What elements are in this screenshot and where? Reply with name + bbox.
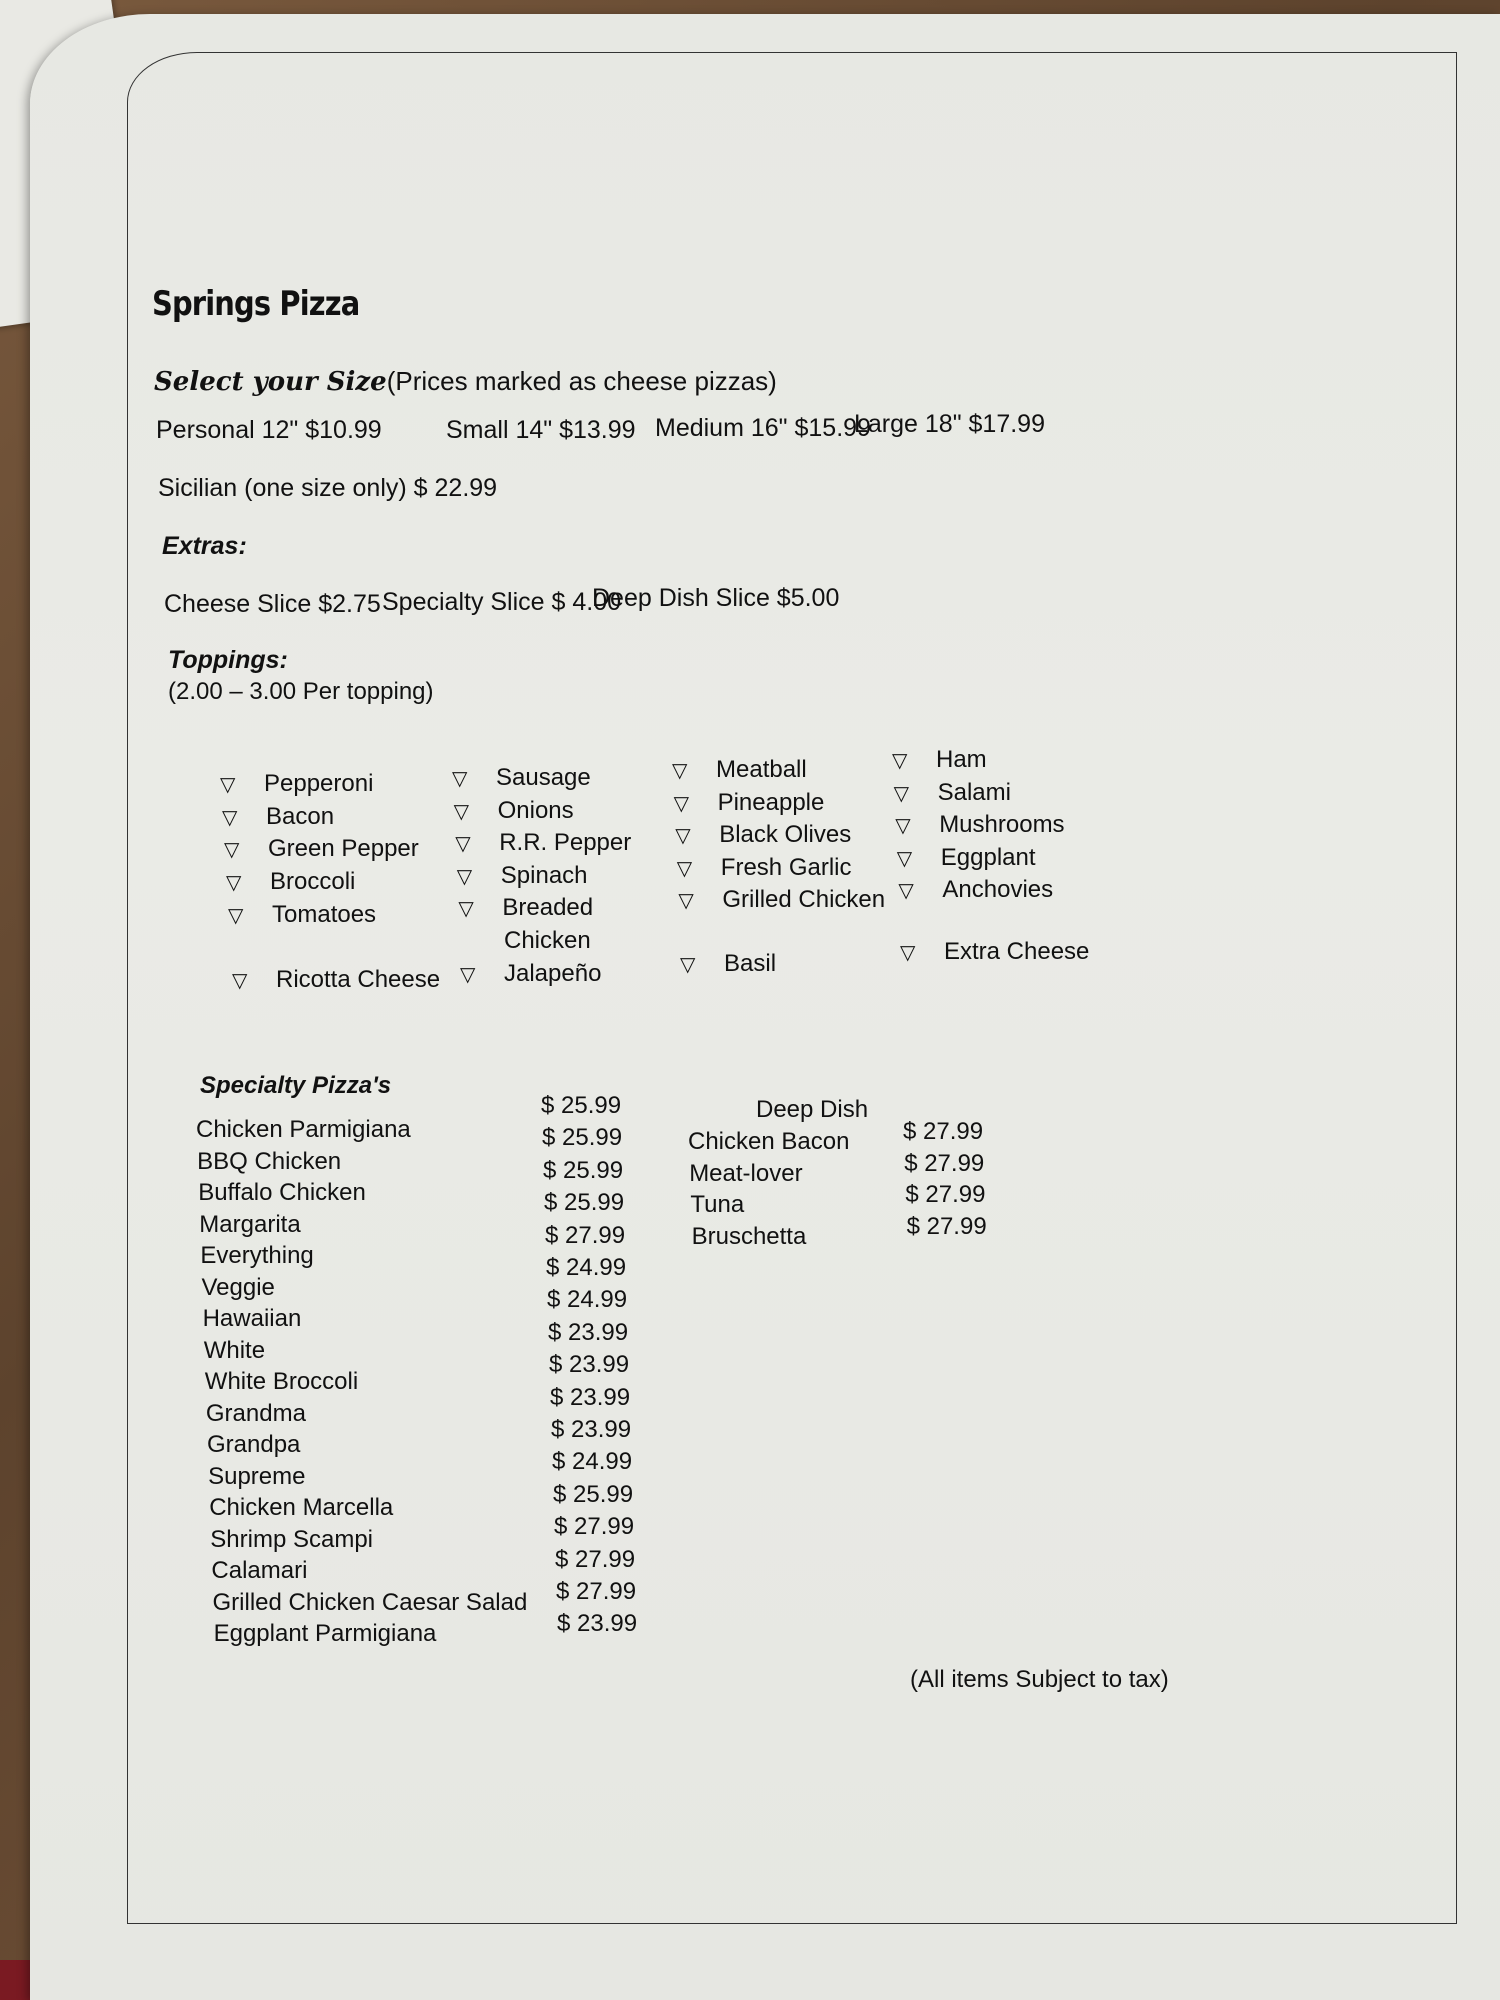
triangle-bullet-icon: ▽ (898, 880, 914, 902)
topping-item (677, 854, 852, 882)
topping-label: Eggplant (940, 843, 1036, 871)
specialty-item-name: Grilled Chicken Caesar Salad (212, 1588, 528, 1616)
specialty-item-name: Buffalo Chicken (198, 1179, 366, 1206)
specialty-item-price: $ 24.99 (546, 1254, 627, 1281)
specialty-item-price: $ 24.99 (547, 1286, 628, 1314)
specialty-item-name: Eggplant Parmigiana (213, 1620, 437, 1647)
topping-item (900, 938, 1089, 966)
size-sicilian: Sicilian (one size only) $ 22.99 (158, 474, 498, 502)
specialty-item-name: Shrimp Scampi (210, 1525, 374, 1553)
topping-label: Anchovies (942, 876, 1054, 903)
size-small: Small 14" $13.99 (446, 416, 636, 444)
triangle-bullet-icon: ▽ (455, 833, 471, 855)
specialty-item-name: Chicken Parmigiana (196, 1116, 411, 1143)
toppings-heading: Toppings: (168, 646, 288, 674)
topping-item (224, 835, 419, 863)
topping-label: Broccoli (270, 868, 356, 896)
topping-item (898, 876, 1053, 904)
topping-item (894, 779, 1011, 807)
toppings-note: (2.00 – 3.00 Per topping) (168, 678, 434, 705)
specialty-item-price: $ 23.99 (557, 1610, 638, 1638)
specialty-item-price: $ 23.99 (551, 1416, 632, 1443)
triangle-bullet-icon: ▽ (456, 865, 473, 888)
deep-dish-item-name: Chicken Bacon (688, 1128, 850, 1155)
topping-label: Spinach (500, 861, 588, 889)
triangle-bullet-icon: ▽ (226, 872, 242, 895)
specialty-item-name: Margarita (199, 1210, 301, 1238)
topping-item (674, 789, 825, 817)
topping-label: Salami (937, 778, 1011, 806)
topping-label: Green Pepper (268, 835, 419, 863)
topping-item (675, 821, 851, 849)
topping-label: Chicken (504, 926, 591, 954)
triangle-bullet-icon: ▽ (460, 964, 476, 986)
topping-label: Tomatoes (272, 900, 377, 928)
extras-heading: Extras: (162, 532, 247, 560)
specialty-item-name: BBQ Chicken (197, 1147, 342, 1175)
specialty-item-price: $ 25.99 (544, 1189, 625, 1217)
deep-dish-item-name: Meat-lover (689, 1159, 803, 1187)
page-title: Springs Pizza (152, 284, 360, 324)
size-medium: Medium 16" $15.99 (655, 414, 871, 442)
triangle-bullet-icon: ▽ (232, 970, 248, 992)
size-heading (154, 366, 777, 397)
specialty-item-name: White Broccoli (204, 1368, 359, 1395)
specialty-item-price: $ 25.99 (542, 1124, 623, 1152)
tax-note: (All items Subject to tax) (910, 1666, 1169, 1693)
deep-dish-item-price: $ 27.99 (903, 1118, 984, 1145)
topping-item (452, 764, 591, 792)
topping-label: Pepperoni (264, 770, 374, 797)
extra-specialty-slice: Specialty Slice $ 4.00 (382, 588, 622, 616)
triangle-bullet-icon: ▽ (892, 750, 908, 772)
topping-item (672, 756, 807, 784)
topping-label: Meatball (716, 756, 807, 783)
triangle-bullet-icon: ▽ (453, 800, 469, 823)
topping-item (680, 950, 776, 978)
menu-content (30, 14, 1500, 2000)
specialty-item-price: $ 27.99 (555, 1545, 636, 1573)
triangle-bullet-icon: ▽ (895, 815, 911, 837)
topping-label: Extra Cheese (944, 938, 1090, 965)
deep-dish-item-price: $ 27.99 (905, 1181, 986, 1208)
topping-item (678, 886, 885, 914)
size-heading-label: Select your Size (154, 367, 387, 397)
specialty-item-price: $ 23.99 (548, 1318, 629, 1346)
specialty-item-price: $ 27.99 (545, 1221, 626, 1249)
triangle-bullet-icon: ▽ (222, 806, 238, 829)
topping-item (228, 901, 376, 929)
specialty-item-price: $ 27.99 (556, 1578, 637, 1605)
size-large: Large 18" $17.99 (854, 410, 1045, 438)
triangle-bullet-icon: ▽ (678, 890, 694, 912)
triangle-bullet-icon: ▽ (675, 825, 691, 847)
topping-item (222, 803, 334, 831)
topping-item (457, 862, 588, 890)
topping-item (460, 960, 601, 988)
triangle-bullet-icon: ▽ (672, 760, 688, 782)
triangle-bullet-icon: ▽ (228, 904, 244, 927)
topping-label: Breaded (502, 894, 594, 921)
specialty-item-price: $ 23.99 (549, 1351, 630, 1379)
triangle-bullet-icon: ▽ (896, 847, 913, 870)
topping-label: Black Olives (719, 821, 852, 848)
triangle-bullet-icon: ▽ (900, 942, 916, 964)
specialty-item-name: Grandma (205, 1399, 306, 1427)
topping-label: Sausage (496, 764, 591, 791)
deep-dish-item-name: Tuna (690, 1191, 745, 1218)
topping-item (454, 797, 574, 825)
specialty-item-name: Chicken Marcella (209, 1494, 394, 1521)
triangle-bullet-icon: ▽ (224, 839, 240, 862)
topping-label: Mushrooms (939, 811, 1065, 838)
triangle-bullet-icon: ▽ (673, 792, 689, 815)
triangle-bullet-icon: ▽ (220, 774, 236, 796)
topping-label: Onions (497, 796, 574, 824)
triangle-bullet-icon: ▽ (452, 768, 468, 790)
specialty-item-price: $ 23.99 (550, 1383, 631, 1411)
specialty-item-price: $ 27.99 (554, 1513, 635, 1541)
topping-item (455, 829, 631, 857)
triangle-bullet-icon: ▽ (680, 954, 696, 976)
topping-label: Pineapple (717, 788, 825, 816)
specialty-heading: Specialty Pizza's (200, 1072, 392, 1099)
topping-item (232, 966, 440, 994)
size-personal: Personal 12" $10.99 (156, 416, 382, 444)
specialty-item-name: Veggie (201, 1273, 275, 1301)
size-heading-note: (Prices marked as cheese pizzas) (386, 366, 777, 396)
specialty-item-price: $ 25.99 (541, 1092, 622, 1119)
topping-label: Ham (936, 746, 987, 773)
topping-item (897, 844, 1036, 872)
specialty-item-name: Hawaiian (202, 1305, 302, 1332)
specialty-item-price: $ 25.99 (553, 1480, 634, 1508)
topping-item (458, 894, 593, 922)
topping-item (220, 770, 373, 798)
topping-item (226, 868, 355, 896)
topping-label: Grilled Chicken (722, 886, 886, 913)
specialty-item-price: $ 24.99 (552, 1448, 633, 1476)
specialty-item-name: White (203, 1336, 266, 1364)
topping-item (892, 746, 987, 774)
topping-item (895, 811, 1064, 839)
deep-dish-item-price: $ 27.99 (904, 1149, 985, 1177)
topping-label: Fresh Garlic (720, 853, 852, 881)
specialty-item-name: Supreme (208, 1462, 306, 1490)
menu-paper (30, 14, 1500, 2000)
triangle-bullet-icon: ▽ (893, 782, 909, 805)
topping-label: Bacon (266, 802, 335, 830)
specialty-item-price: $ 25.99 (543, 1156, 624, 1184)
deep-dish-heading: Deep Dish (756, 1096, 869, 1123)
specialty-item-name: Calamari (211, 1557, 308, 1584)
extra-deep-dish-slice: Deep Dish Slice $5.00 (592, 584, 840, 612)
topping-label: Jalapeño (504, 960, 602, 987)
triangle-bullet-icon: ▽ (676, 857, 693, 880)
deep-dish-item-name: Bruschetta (691, 1222, 807, 1250)
specialty-item-name: Grandpa (207, 1431, 301, 1458)
deep-dish-item-price: $ 27.99 (906, 1212, 987, 1240)
specialty-item-name: Everything (200, 1242, 314, 1269)
extra-cheese-slice: Cheese Slice $2.75 (164, 590, 381, 618)
triangle-bullet-icon: ▽ (458, 898, 474, 920)
topping-label: R.R. Pepper (499, 829, 632, 856)
topping-label: Basil (724, 950, 777, 977)
topping-item (460, 927, 591, 955)
topping-label: Ricotta Cheese (276, 966, 441, 993)
